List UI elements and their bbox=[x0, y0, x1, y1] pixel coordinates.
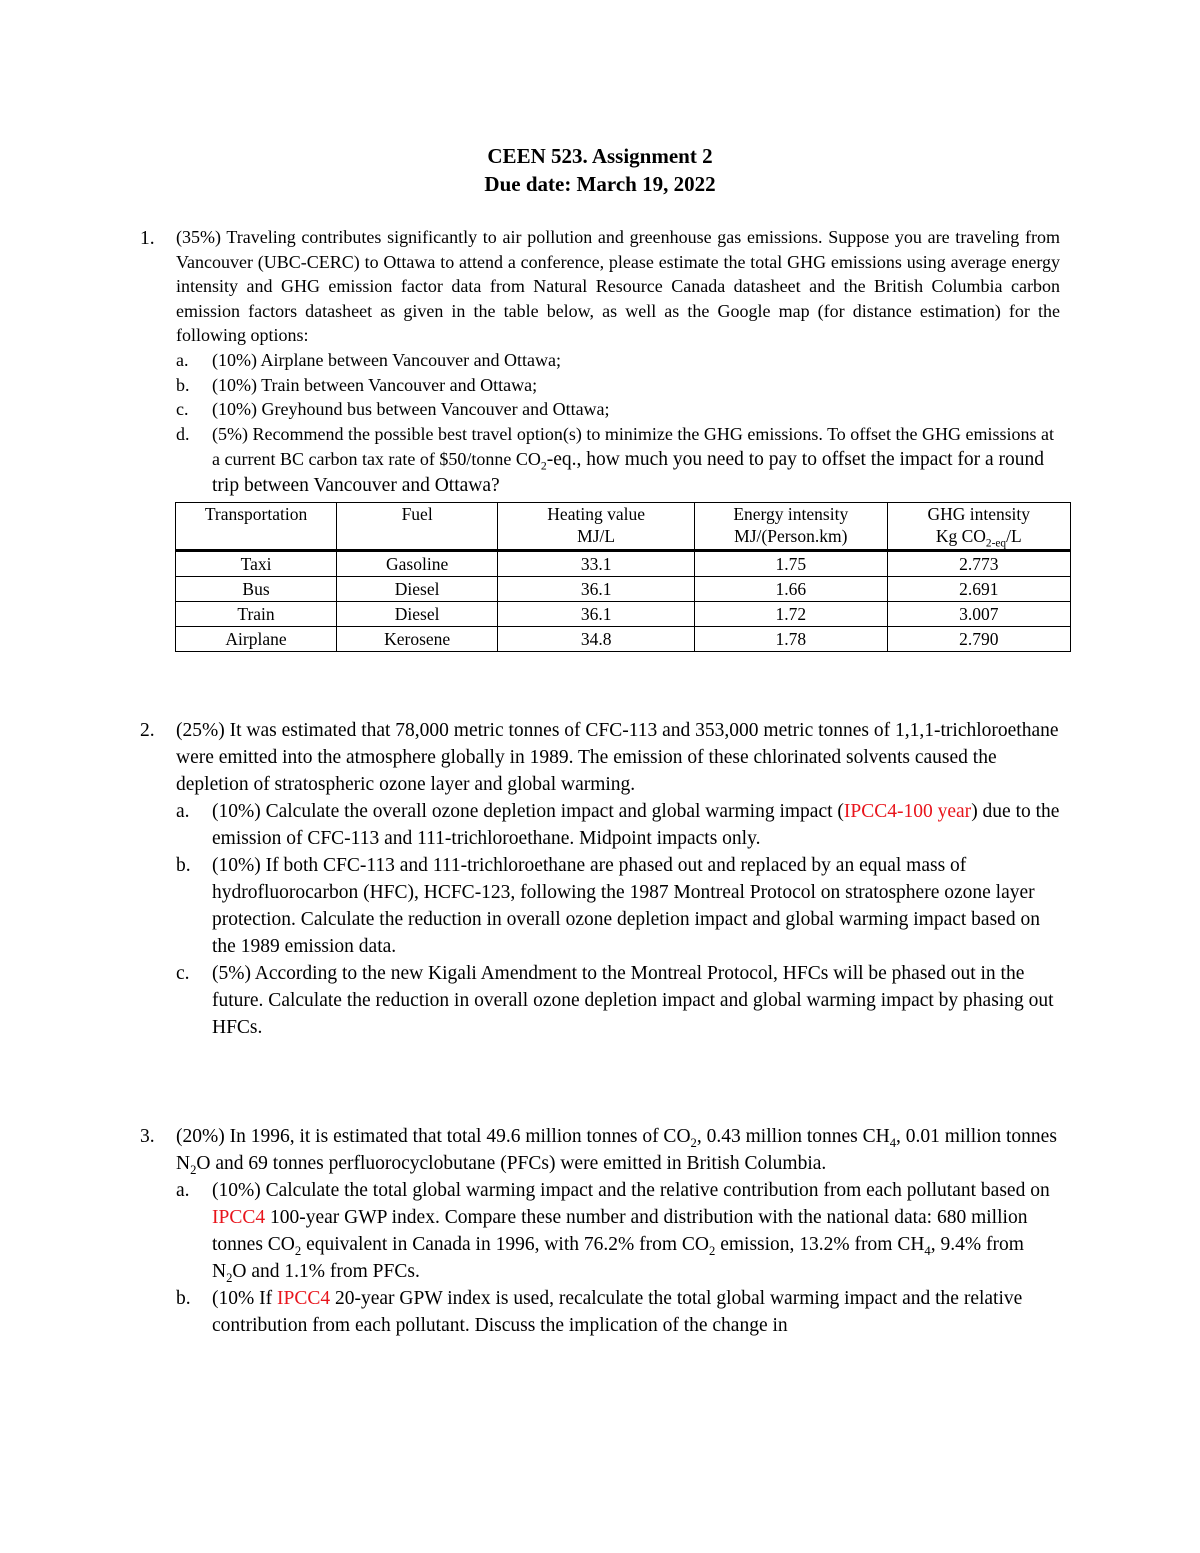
sub-question-b: b. (10% If IPCC4 20-year GPW index is used, recalculate the total global warming impact and the relative contribution from each pollutant. Discuss the implication of the change in bbox=[176, 1288, 1023, 1336]
question-3 bbox=[140, 1123, 1060, 1339]
table-header-row bbox=[176, 503, 1071, 551]
sub-question-a: a. (10%) Calculate the total global warming impact and the relative contribution from each pollutant based on IPCC4 100-year GWP index. Compare these number and distribution with the national data: 680 million tonnes $CO_2$ equivalent in Canada in 1996, with 76.2% from $CO_2$ emission, 13.2% from $CH_4$, 9.4% from $N_2O$ and 1.1% from PFCs. bbox=[176, 1180, 1050, 1285]
question-number: 2. bbox=[140, 720, 155, 741]
ipcc-highlight: IPCC4 bbox=[276, 1288, 331, 1309]
sub-question-d: d. (5%) Recommend the possible best travel option(s) to minimize the GHG emissions. To offset the GHG emissions at a current BC carbon tax rate of $50/tonne $CO_2-eq$., how much you need to pay to offset the impact for a round trip between Vancouver and Ottawa? bbox=[176, 423, 1054, 496]
header-transportation: Transportation bbox=[176, 503, 337, 551]
question-text: (25%) It was estimated that 78,000 metric tonnes of CFC-113 and 353,000 metric tonnes of 1,1,1-trichloroethane were emitted into the atmosphere globally in 1989. The emission of these chlorinated solvents caused the depletion of stratospheric ozone layer and global warming. bbox=[176, 720, 1059, 795]
table-row: Bus Diesel 36.1 1.66 2.691 bbox=[176, 577, 1071, 602]
question-number: 3. bbox=[140, 1126, 155, 1147]
emission-factor-table bbox=[175, 502, 1071, 652]
sub-question-b: b. (10%) Train between Vancouver and Ottawa; bbox=[176, 374, 538, 395]
header-ghg-intensity: GHG intensity Kg $CO_{2-eq}/L$ bbox=[887, 503, 1071, 551]
sub-question-c: c. (5%) According to the new Kigali Amendment to the Montreal Protocol, HFCs will be phased out in the future. Calculate the reduction in overall ozone depletion impact and global warming impact by phasing out HFCs. bbox=[176, 963, 1054, 1038]
sub-question-a: a. (10%) Calculate the overall ozone depletion impact and global warming impact (IPCC4-100 year) due to the emission of CFC-113 and 111-trichloroethane. Midpoint impacts only. bbox=[176, 801, 1060, 849]
sub-question-c: c. (10%) Greyhound bus between Vancouver and Ottawa; bbox=[176, 399, 610, 420]
table-row: Train Diesel 36.1 1.72 3.007 bbox=[176, 602, 1071, 627]
sub-question-b: b. (10%) If both CFC-113 and 111-trichloroethane are phased out and replaced by an equal mass of hydrofluorocarbon (HFC), HCFC-123, following the 1987 Montreal Protocol on stratosphere ozone layer protection. Calculate the reduction in overall ozone depletion impact and global warming impact based on the 1989 emission data. bbox=[176, 855, 1040, 957]
table-row: Airplane Kerosene 34.8 1.78 2.790 bbox=[176, 627, 1071, 652]
question-text: (35%) Traveling contributes significantly to air pollution and greenhouse gas emissions. Suppose you are traveling from Vancouver (UBC-CERC) to Ottawa to attend a conference, please estimate the total GHG emissions using average energy intensity and GHG emission factor data from Natural Resource Canada datasheet and the British Columbia carbon emission factors datasheet as given in the table below, as well as the Google map (for distance estimation) for the following options: bbox=[176, 227, 1060, 346]
question-2 bbox=[140, 717, 1060, 1041]
table-row: Taxi Gasoline 33.1 1.75 2.773 bbox=[176, 551, 1071, 577]
sub-question-a: a. (10%) Airplane between Vancouver and Ottawa; bbox=[176, 349, 562, 370]
due-date: Due date: March 19, 2022 bbox=[484, 172, 716, 196]
question-1 bbox=[140, 225, 1060, 498]
question-text: (20%) In 1996, it is estimated that total 49.6 million tonnes of $CO_2$, 0.43 million tonnes $CH_4$, 0.01 million tonnes $N_2O$ and 69 tonnes perfluorocyclobutane (PFCs) were emitted in British Columbia. bbox=[176, 1126, 1057, 1177]
question-number: 1. bbox=[140, 228, 155, 249]
ipcc-highlight: IPCC4-100 year bbox=[843, 801, 972, 822]
ipcc-highlight: IPCC4 bbox=[212, 1207, 266, 1228]
header-energy-intensity: Energy intensity MJ/(Person.km) bbox=[695, 503, 887, 551]
header-fuel: Fuel bbox=[337, 503, 498, 551]
assignment-title: CEEN 523. Assignment 2 bbox=[487, 144, 713, 168]
header-heating-value: Heating value MJ/L bbox=[498, 503, 695, 551]
